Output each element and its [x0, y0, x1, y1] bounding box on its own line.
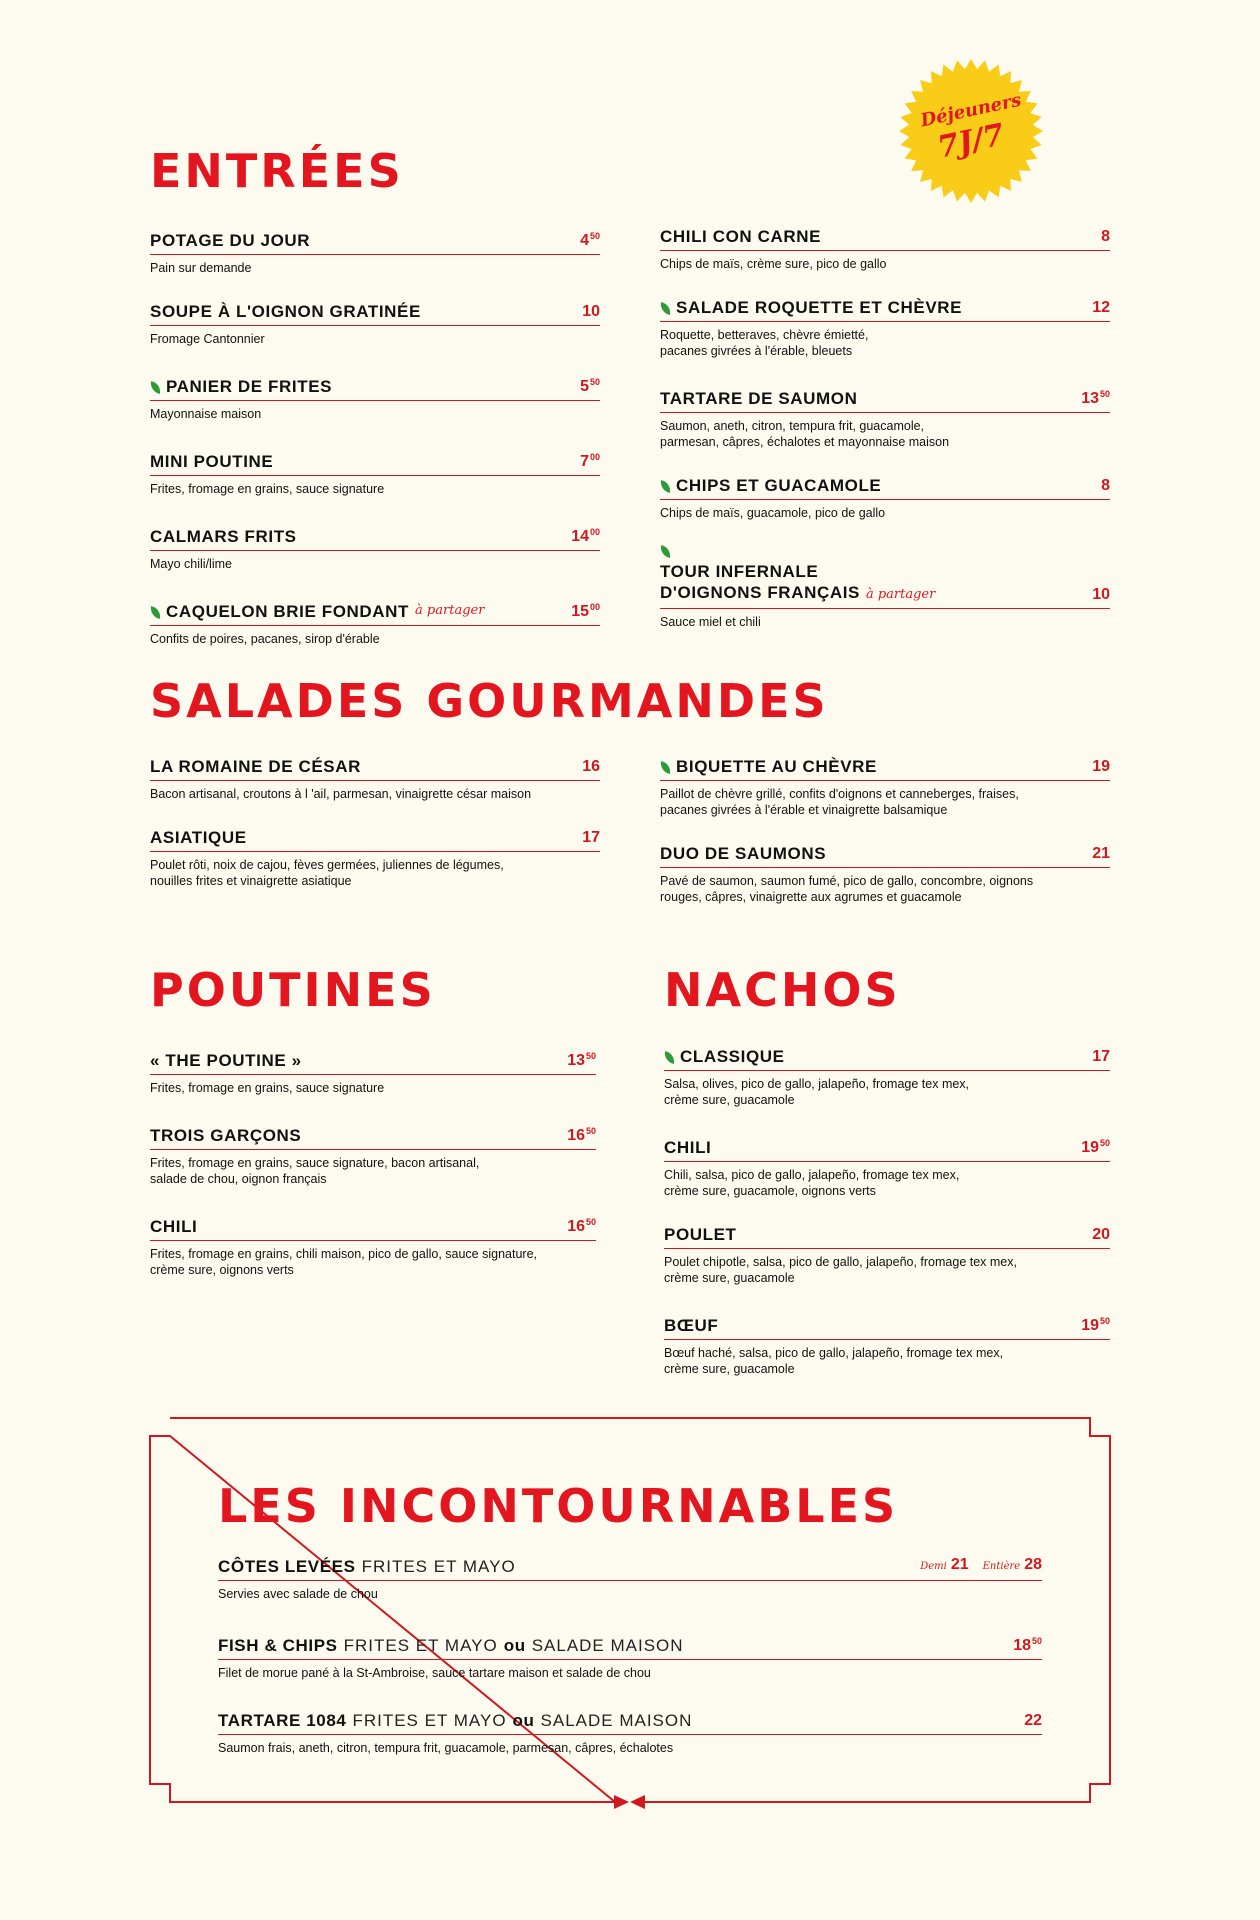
menu-item-name: [218, 1556, 516, 1577]
price-main: 13: [1081, 390, 1099, 407]
menu-item-title: TARTARE 1084: [218, 1711, 347, 1730]
menu-item-description: [150, 1246, 596, 1278]
menu-item-title: PANIER DE FRITES: [166, 377, 333, 396]
menu-item-price: [582, 301, 600, 322]
menu-item-price: [1101, 475, 1110, 496]
menu-item-header: [150, 1212, 596, 1241]
price-cents: 00: [589, 452, 600, 462]
menu-item-title: CHILI: [664, 1138, 712, 1157]
bowtie-left-icon: [614, 1795, 629, 1809]
description-line: salade de chou, oignon français: [150, 1172, 327, 1186]
menu-item-title: LA ROMAINE DE CÉSAR: [150, 757, 362, 776]
menu-item-price: [567, 1121, 596, 1146]
price-main: 19: [1081, 1139, 1099, 1156]
menu-item-header: [660, 384, 1110, 413]
section-title-entrees: ENTRÉES: [150, 144, 404, 198]
dejeuners-badge: [898, 58, 1044, 204]
description-line: crème sure, guacamole: [664, 1271, 795, 1285]
menu-item-title: CAQUELON BRIE FONDANT: [166, 602, 410, 621]
menu-item: [150, 756, 600, 802]
price-main: 13: [567, 1052, 585, 1069]
menu-item: [218, 1631, 1042, 1681]
menu-item-name: [150, 1125, 301, 1146]
menu-item-name: [150, 1050, 302, 1071]
share-note: à partager: [865, 587, 936, 602]
menu-item-price: [1092, 843, 1110, 864]
menu-item-name: [218, 1635, 684, 1656]
menu-item-name: [660, 546, 935, 605]
price-main: 17: [582, 829, 600, 846]
menu-item: [660, 297, 1110, 359]
menu-item-side: FRITES ET MAYO: [361, 1557, 516, 1576]
menu-item-price: [920, 1554, 1042, 1577]
vegetarian-leaf-icon: [663, 1051, 676, 1064]
menu-item-description: Bacon artisanal, croutons à l 'ail, parmesan, vinaigrette césar maison: [150, 787, 532, 801]
vegetarian-leaf-icon: [659, 480, 672, 493]
menu-item-description: [660, 873, 1110, 905]
menu-item-description: Saumon frais, aneth, citron, tempura frit, guacamole, parmesan, câpres, échalotes: [218, 1741, 674, 1755]
bowtie-right-icon: [630, 1795, 645, 1809]
description-line: crème sure, guacamole: [664, 1362, 795, 1376]
menu-item: [664, 1046, 1110, 1108]
menu-item-title: SALADE ROQUETTE ET CHÈVRE: [676, 298, 963, 317]
menu-item: [150, 597, 600, 647]
menu-item-description: Mayo chili/lime: [150, 557, 232, 571]
menu-item-price: [571, 522, 600, 547]
description-line: Poulet rôti, noix de cajou, fèves germées, juliennes de légumes,: [150, 858, 504, 872]
menu-item: [660, 546, 1110, 630]
menu-item-title: ASIATIQUE: [150, 828, 247, 847]
menu-item-header: [150, 226, 600, 255]
menu-item-header: [218, 1710, 1042, 1735]
description-line: Bœuf haché, salsa, pico de gallo, jalapeño, fromage tex mex,: [664, 1346, 1004, 1360]
vegetarian-leaf-icon: [659, 761, 672, 774]
menu-item-name: [660, 843, 826, 864]
nachos-column: [664, 1046, 1110, 1402]
section-title-nachos: NACHOS: [664, 963, 901, 1017]
price-cents: 50: [1099, 389, 1110, 399]
menu-item-name-line: D'OIGNONS FRANÇAIS à partager: [660, 583, 936, 602]
menu-item-name: [150, 376, 332, 397]
menu-item-title: CALMARS FRITS: [150, 527, 297, 546]
menu-item-name: [664, 1315, 718, 1336]
price-main: 12: [1092, 299, 1110, 316]
menu-item-title: DUO DE SAUMONS: [660, 844, 827, 863]
price-main: 20: [1092, 1226, 1110, 1243]
menu-item: [660, 475, 1110, 521]
menu-item: [664, 1224, 1110, 1286]
menu-item-header: [150, 597, 600, 626]
menu-item-price: [580, 447, 600, 472]
price-cents: 50: [589, 231, 600, 241]
demi-price: 21: [950, 1556, 969, 1573]
menu-item-price: [1081, 384, 1110, 409]
menu-item-description: [660, 786, 1110, 818]
menu-item-name: [660, 388, 858, 409]
menu-item-header: [150, 301, 600, 326]
entiere-label: Entière: [982, 1561, 1021, 1572]
price-main: 17: [1092, 1048, 1110, 1065]
menu-item-side: FRITES ET MAYO: [352, 1711, 507, 1730]
demi-label: Demi: [920, 1561, 947, 1572]
menu-item: [660, 226, 1110, 272]
vegetarian-leaf-icon: [149, 606, 162, 619]
description-line: Poulet chipotle, salsa, pico de gallo, jalapeño, fromage tex mex,: [664, 1255, 1017, 1269]
menu-item: [150, 1046, 596, 1096]
menu-item-header: [150, 372, 600, 401]
entrees-left-column: [150, 226, 600, 672]
price-cents: 00: [589, 527, 600, 537]
vegetarian-leaf-icon: [149, 381, 162, 394]
menu-item-name: [664, 1137, 711, 1158]
menu-item-title: CÔTES LEVÉES: [218, 1557, 356, 1576]
price-main: 15: [571, 603, 589, 620]
price-main: 8: [1101, 228, 1110, 245]
menu-item: [664, 1311, 1110, 1377]
menu-item: [150, 522, 600, 572]
price-main: 19: [1081, 1317, 1099, 1334]
menu-item-header: [664, 1046, 1110, 1071]
menu-item-description: [660, 327, 1110, 359]
menu-item-name: [664, 1224, 737, 1245]
description-line: Frites, fromage en grains, sauce signature, bacon artisanal,: [150, 1156, 480, 1170]
menu-item: [150, 226, 600, 276]
entiere-price: 28: [1024, 1556, 1042, 1573]
menu-item-header: [664, 1133, 1110, 1162]
menu-item-price: [1092, 756, 1110, 777]
menu-item-description: Chips de maïs, guacamole, pico de gallo: [660, 506, 886, 520]
menu-item-header: [660, 475, 1110, 500]
menu-item-description: Pain sur demande: [150, 261, 252, 275]
menu-item-header: [150, 522, 600, 551]
salades-left-column: [150, 756, 600, 914]
description-line: Roquette, betteraves, chèvre émietté,: [660, 328, 869, 342]
description-line: Pavé de saumon, saumon fumé, pico de gallo, concombre, oignons: [660, 874, 1034, 888]
menu-item-side-alt: SALADE MAISON: [540, 1711, 693, 1730]
menu-item-title: TARTARE DE SAUMON: [660, 389, 858, 408]
menu-item-description: [664, 1076, 1110, 1108]
menu-item-description: [664, 1254, 1110, 1286]
menu-item-description: Servies avec salade de chou: [218, 1587, 378, 1601]
price-cents: 50: [589, 377, 600, 387]
menu-item-name: [150, 230, 310, 251]
description-line: Paillot de chèvre grillé, confits d'oignons et canneberges, fraises,: [660, 787, 1019, 801]
menu-item-description: Frites, fromage en grains, sauce signature: [150, 482, 385, 496]
menu-item-price: [567, 1046, 596, 1071]
menu-item: [150, 372, 600, 422]
description-line: nouilles frites et vinaigrette asiatique: [150, 874, 352, 888]
menu-item-side-alt: SALADE MAISON: [531, 1636, 684, 1655]
menu-item-price: [580, 372, 600, 397]
section-title-poutines: POUTINES: [150, 963, 436, 1017]
menu-item: [150, 447, 600, 497]
menu-item-price: [580, 226, 600, 251]
menu-item-side: FRITES ET MAYO: [343, 1636, 498, 1655]
menu-item-title: CLASSIQUE: [680, 1047, 785, 1066]
menu-item-description: [664, 1345, 1110, 1377]
price-cents: 50: [585, 1126, 596, 1136]
poutines-column: [150, 1046, 596, 1303]
price-main: 22: [1024, 1712, 1042, 1729]
menu-item-price: [582, 756, 600, 777]
incontournables-column: [218, 1554, 1042, 1785]
menu-item-price: [1024, 1710, 1042, 1731]
menu-item-name: [150, 600, 484, 622]
menu-item-title: TROIS GARÇONS: [150, 1126, 302, 1145]
menu-item-title: MINI POUTINE: [150, 452, 274, 471]
salades-right-column: [660, 756, 1110, 930]
menu-item: [660, 843, 1110, 905]
menu-item-name: [150, 526, 297, 547]
price-main: 18: [1013, 1637, 1031, 1654]
menu-item-description: Fromage Cantonnier: [150, 332, 265, 346]
menu-item-header: [218, 1554, 1042, 1581]
menu-item-header: [660, 546, 1110, 609]
menu-item-title: BIQUETTE AU CHÈVRE: [676, 757, 877, 776]
description-line: crème sure, oignons verts: [150, 1263, 294, 1277]
menu-item-price: [1092, 1224, 1110, 1245]
menu-item-header: [150, 827, 600, 852]
menu-item-header: [660, 226, 1110, 251]
menu-item-description: Sauce miel et chili: [660, 615, 761, 629]
menu-item-name: [150, 451, 273, 472]
menu-item: [150, 827, 600, 889]
menu-item-header: [150, 1046, 596, 1075]
menu-item-name-line: TOUR INFERNALE: [660, 546, 935, 582]
menu-item-description: [660, 418, 1110, 450]
menu-item-price: [1013, 1631, 1042, 1656]
badge-line1: Déjeuners: [918, 89, 1024, 132]
description-line: Chili, salsa, pico de gallo, jalapeño, fromage tex mex,: [664, 1168, 960, 1182]
menu-item-price: [1081, 1133, 1110, 1158]
menu-item-name: [660, 297, 962, 318]
menu-item-price: [567, 1212, 596, 1237]
vegetarian-leaf-icon: [659, 302, 672, 315]
menu-item-name: [660, 226, 821, 247]
price-main: 4: [580, 232, 589, 249]
menu-item: [664, 1133, 1110, 1199]
menu-item-header: [664, 1224, 1110, 1249]
menu-item-header: [664, 1311, 1110, 1340]
vegetarian-leaf-icon: [659, 545, 672, 558]
price-main: 5: [580, 378, 589, 395]
price-main: 16: [567, 1127, 585, 1144]
menu-item-description: Confits de poires, pacanes, sirop d'érable: [150, 632, 380, 646]
menu-item-header: [660, 756, 1110, 781]
menu-item: [218, 1710, 1042, 1756]
price-main: 8: [1101, 477, 1110, 494]
price-main: 10: [582, 303, 600, 320]
menu-item-name: [660, 475, 881, 496]
menu-item-price: [1101, 226, 1110, 247]
menu-item: [150, 301, 600, 347]
description-line: crème sure, guacamole, oignons verts: [664, 1184, 876, 1198]
menu-item-description: Frites, fromage en grains, sauce signature: [150, 1081, 385, 1095]
entrees-right-column: [660, 226, 1110, 655]
menu-item: [660, 384, 1110, 450]
menu-item-title: BŒUF: [664, 1316, 719, 1335]
price-main: 16: [567, 1218, 585, 1235]
menu-item: [660, 756, 1110, 818]
menu-item-name: [150, 827, 247, 848]
menu-item-name: [218, 1710, 692, 1731]
menu-item-description: [150, 1155, 596, 1187]
price-main: 10: [1092, 586, 1110, 603]
menu-item-price: [1092, 297, 1110, 318]
price-main: 7: [580, 453, 589, 470]
menu-item-title: POTAGE DU JOUR: [150, 231, 311, 250]
menu-item-description: Mayonnaise maison: [150, 407, 262, 421]
section-title-salades: SALADES GOURMANDES: [150, 674, 829, 728]
menu-item-title: CHIPS ET GUACAMOLE: [676, 476, 882, 495]
menu-item-price: [571, 597, 600, 622]
price-cents: 50: [1031, 1636, 1042, 1646]
menu-item-header: [150, 756, 600, 781]
menu-item-name: [150, 301, 421, 322]
share-note: à partager: [415, 603, 485, 618]
menu-item-price: [1092, 584, 1110, 605]
price-cents: 50: [585, 1217, 596, 1227]
menu-item-description: [150, 857, 600, 889]
menu-item-title: CHILI: [150, 1217, 198, 1236]
menu-item-name: [150, 1216, 197, 1237]
price-cents: 50: [585, 1051, 596, 1061]
menu-item-price: [1092, 1046, 1110, 1067]
description-line: crème sure, guacamole: [664, 1093, 795, 1107]
menu-item-header: [660, 297, 1110, 322]
menu-item-price: [1081, 1311, 1110, 1336]
description-line: pacanes givrées à l'érable et vinaigrette balsamique: [660, 803, 948, 817]
price-main: 21: [1092, 845, 1110, 862]
menu-item-title: POULET: [664, 1225, 737, 1244]
menu-item-title: « THE POUTINE »: [150, 1051, 302, 1070]
menu-item-name: [664, 1046, 785, 1067]
menu-item-price: [582, 827, 600, 848]
price-main: 19: [1092, 758, 1110, 775]
menu-item-title: CHILI CON CARNE: [660, 227, 822, 246]
description-line: rouges, câpres, vinaigrette aux agrumes et guacamole: [660, 890, 962, 904]
menu-item-or: ou: [503, 1636, 526, 1655]
menu-item-description: Chips de maïs, crème sure, pico de gallo: [660, 257, 887, 271]
menu-item: [150, 1121, 596, 1187]
menu-item-name: [660, 756, 877, 777]
description-line: Frites, fromage en grains, chili maison, pico de gallo, sauce signature,: [150, 1247, 537, 1261]
price-cents: 00: [589, 602, 600, 612]
section-title-incontournables: LES INCONTOURNABLES: [218, 1479, 899, 1533]
description-line: pacanes givrées à l'érable, bleuets: [660, 344, 853, 358]
menu-item-title: FISH & CHIPS: [218, 1636, 338, 1655]
menu-item-header: [218, 1631, 1042, 1660]
menu-item-title: SOUPE À L'OIGNON GRATINÉE: [150, 302, 421, 321]
menu-item-header: [660, 843, 1110, 868]
description-line: Saumon, aneth, citron, tempura frit, guacamole,: [660, 419, 925, 433]
price-main: 16: [582, 758, 600, 775]
menu-item-or: ou: [512, 1711, 535, 1730]
menu-item: [218, 1554, 1042, 1602]
description-line: parmesan, câpres, échalotes et mayonnaise maison: [660, 435, 950, 449]
price-main: 14: [571, 528, 589, 545]
menu-item-description: [664, 1167, 1110, 1199]
badge-line2: 7J/7: [934, 117, 1008, 166]
menu-item-header: [150, 447, 600, 476]
menu-item: [150, 1212, 596, 1278]
menu-item-name: [150, 756, 361, 777]
menu-item-header: [150, 1121, 596, 1150]
menu-item-description: Filet de morue pané à la St-Ambroise, sauce tartare maison et salade de chou: [218, 1666, 651, 1680]
price-cents: 50: [1099, 1316, 1110, 1326]
price-cents: 50: [1099, 1138, 1110, 1148]
description-line: Salsa, olives, pico de gallo, jalapeño, fromage tex mex,: [664, 1077, 970, 1091]
